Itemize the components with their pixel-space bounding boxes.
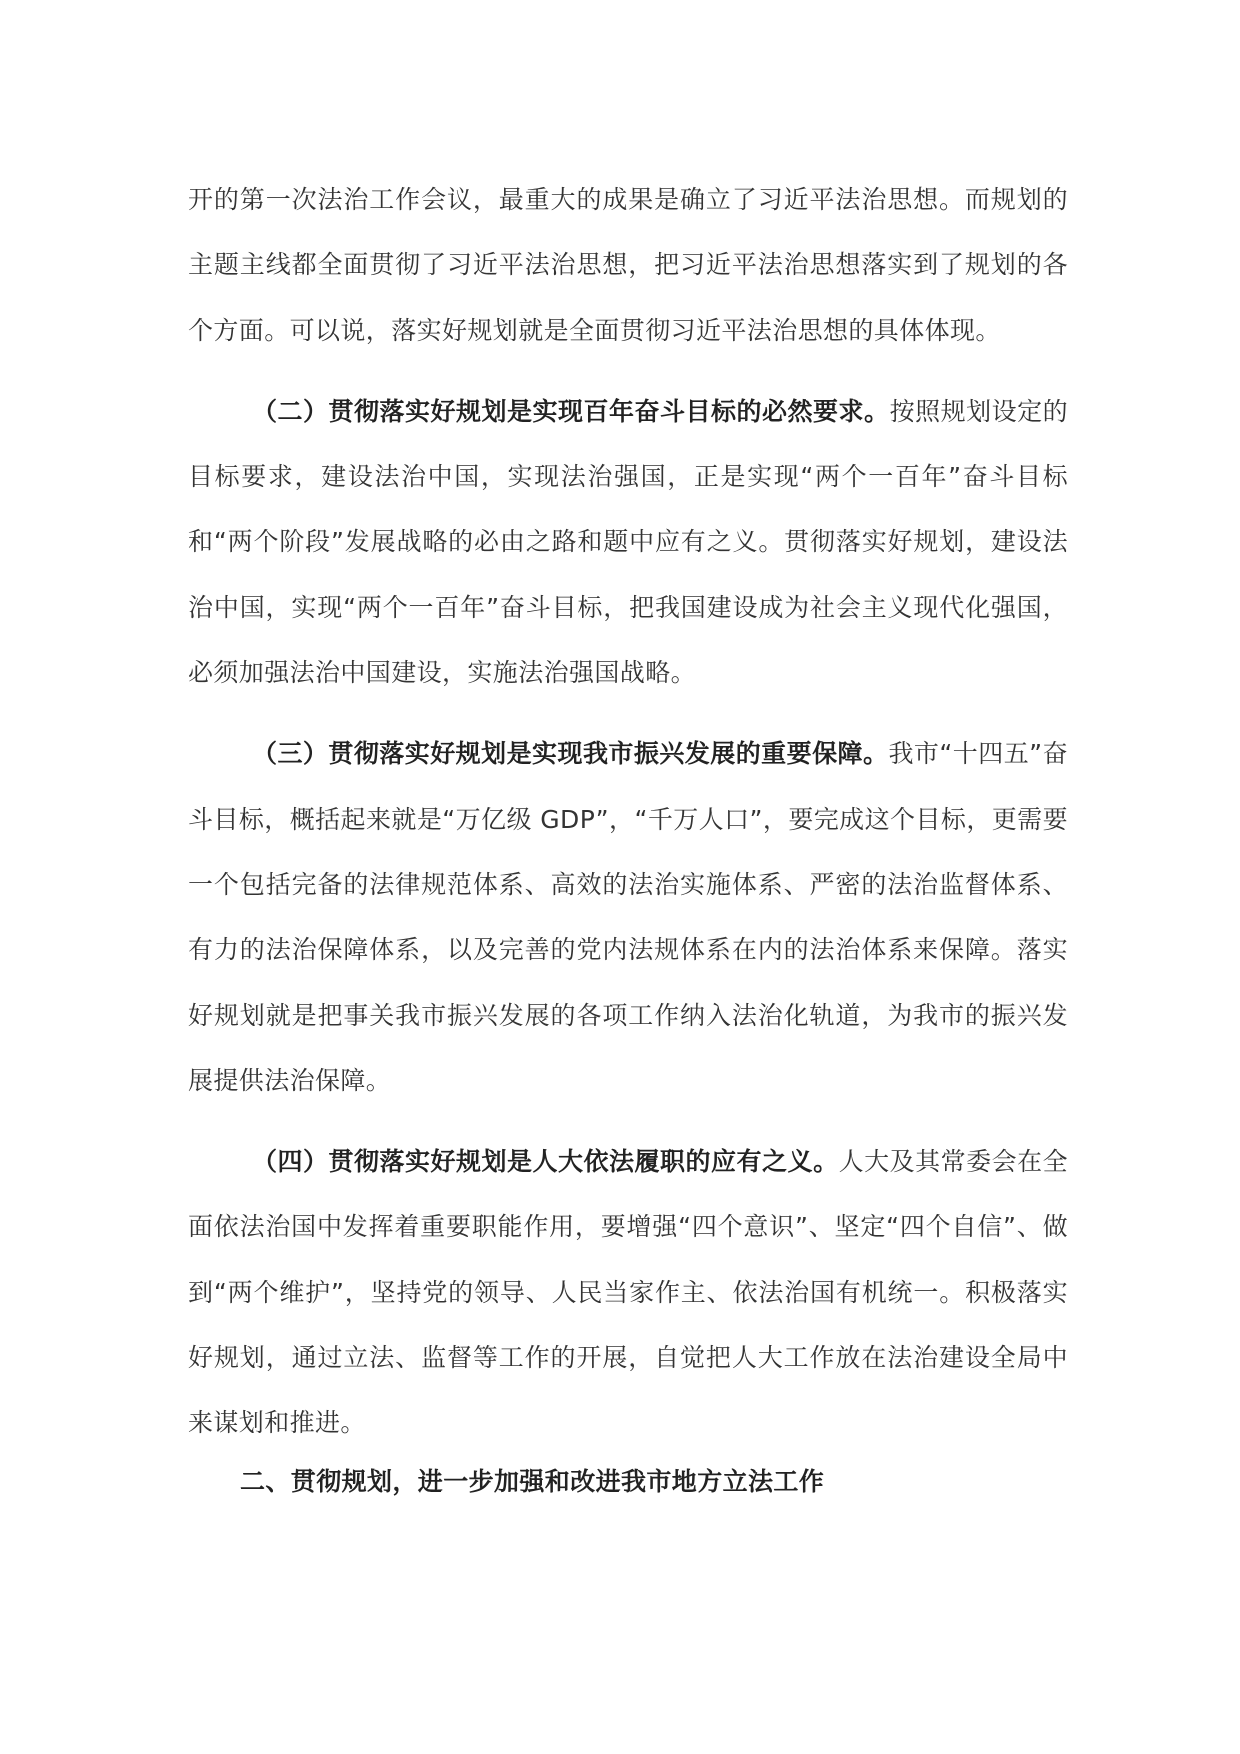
paragraph-spacer (188, 705, 1068, 721)
document-body (188, 167, 1068, 1502)
paragraph-lead-heading: （三）贯彻落实好规划是实现我市振兴发展的重要保障。 (252, 739, 889, 769)
paragraph-continuation (188, 167, 1068, 363)
paragraph-text: 按照规划设定的目标要求，建设法治中国，实现法治强国，正是实现“两个一百年”奋斗目标和“两个阶段”发展战略的必由之路和题中应有之义。贯彻落实好规划，建设法治中国，实现“两个一百年”奋斗目标，把我国建设成为社会主义现代化强国，必须加强法治中国建设，实施法治强国战略。 (188, 396, 1068, 688)
paragraph-point-four (188, 1129, 1068, 1455)
paragraph-point-two (188, 379, 1068, 705)
section-heading: 二、贯彻规划，进一步加强和改进我市地方立法工作 (240, 1466, 825, 1496)
paragraph-point-three (188, 721, 1068, 1113)
paragraph-text: 开的第一次法治工作会议，最重大的成果是确立了习近平法治思想。而规划的主题主线都全面贯彻了习近平法治思想，把习近平法治思想落实到了规划的各个方面。可以说，落实好规划就是全面贯彻习近平法治思想的具体体现。 (188, 185, 1068, 345)
paragraph-text: 我市“十四五”奋斗目标，概括起来就是“万亿级 GDP”，“千万人口”，要完成这个目标，更需要一个包括完备的法律规范体系、高效的法治实施体系、严密的法治监督体系、有力的法治保障体系，以及完善的党内法规体系在内的法治体系来保障。落实好规划就是把事关我市振兴发展的各项工作纳入法治化轨道，为我市的振兴发展提供法治保障。 (188, 739, 1068, 1095)
paragraph-spacer (188, 1113, 1068, 1129)
paragraph-lead-heading: （二）贯彻落实好规划是实现百年奋斗目标的必然要求。 (252, 396, 890, 426)
paragraph-lead-heading: （四）贯彻落实好规划是人大依法履职的应有之义。 (252, 1147, 839, 1177)
paragraph-spacer (188, 363, 1068, 379)
paragraph-text: 人大及其常委会在全面依法治国中发挥着重要职能作用，要增强“四个意识”、坚定“四个自信”、做到“两个维护”，坚持党的领导、人民当家作主、依法治国有机统一。积极落实好规划，通过立法、监督等工作的开展，自觉把人大工作放在法治建设全局中来谋划和推进。 (188, 1147, 1069, 1438)
